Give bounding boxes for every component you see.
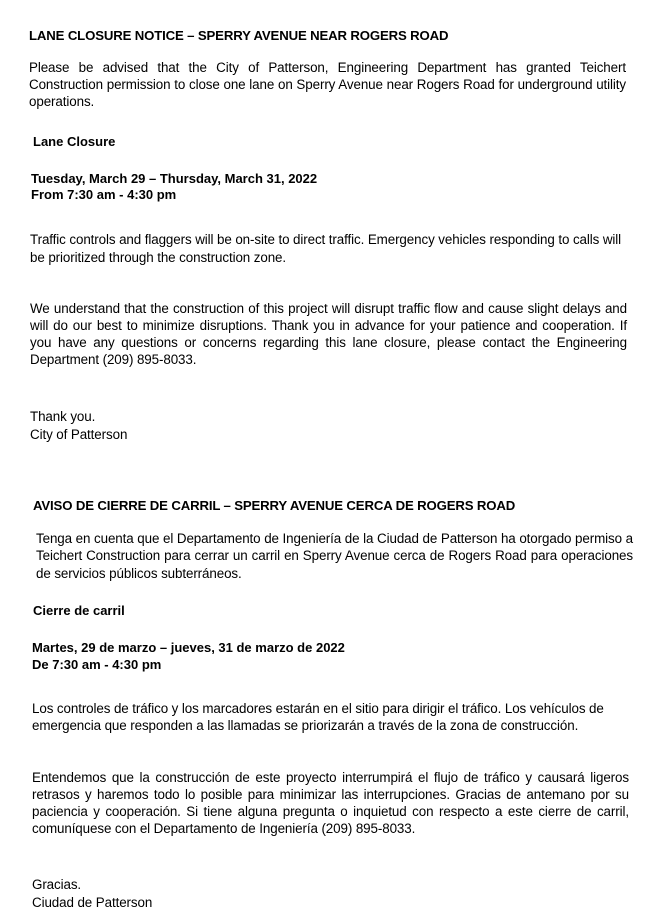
english-intro-paragraph: Please be advised that the City of Patterson, Engineering Department has granted Teichert Construction permission to close one lane on Sperry Avenue near Rogers Road for underground utility operations.	[29, 60, 626, 110]
spanish-thanks-line: Gracias.	[32, 877, 82, 893]
spanish-signoff	[32, 876, 633, 911]
spanish-time-range: De 7:30 am - 4:30 pm	[32, 656, 162, 672]
english-time-range: From 7:30 am - 4:30 pm	[31, 187, 177, 203]
spanish-date-range: Martes, 29 de marzo – jueves, 31 de marzo de 2022	[32, 639, 345, 655]
spanish-closing-note: Entendemos que la construcción de este proyecto interrumpirá el flujo de tráfico y causará ligeros retrasos y haremos todo lo posible para minimizar las interrupciones. Gracias de antemano por su paciencia y cooperación. Si tiene alguna pregunta o inquietud con respecto a este cierre de carril, comuníquese con el Departamento de Ingeniería (209) 895-8033.	[32, 769, 629, 837]
spanish-signature-line: Ciudad de Patterson	[32, 894, 153, 910]
english-closure-schedule	[31, 171, 633, 205]
spanish-notice-title: AVISO DE CIERRE DE CARRIL – SPERRY AVENUE CERCA DE ROGERS ROAD	[33, 498, 516, 514]
english-date-range: Tuesday, March 29 – Thursday, March 31, 2022	[31, 170, 318, 186]
english-signature-line: City of Patterson	[30, 426, 128, 442]
english-thanks-line: Thank you.	[30, 409, 96, 425]
spanish-notice-section	[29, 498, 633, 911]
english-lane-closure-heading: Lane Closure	[33, 133, 116, 149]
english-closing-note: We understand that the construction of this project will disrupt traffic flow and cause slight delays and will do our best to minimize disruptions. Thank you in advance for your patience and cooperation. If you have any questions or concerns regarding this lane closure, please contact the Engineering Department (209) 895-8033.	[30, 300, 627, 368]
english-traffic-note: Traffic controls and flaggers will be on-site to direct traffic. Emergency vehicles responding to calls will be prioritized through the construction zone.	[30, 232, 622, 265]
spanish-intro-paragraph: Tenga en cuenta que el Departamento de Ingeniería de la Ciudad de Patterson ha otorgado permiso a Teichert Construction para cerrar un carril en Sperry Avenue cerca de Rogers Road para operaciones de servicios públicos subterráneos.	[36, 531, 633, 581]
english-notice-section	[29, 28, 633, 443]
english-notice-title: LANE CLOSURE NOTICE – SPERRY AVENUE NEAR ROGERS ROAD	[29, 28, 449, 43]
spanish-traffic-note: Los controles de tráfico y los marcadores estarán en el sitio para dirigir el tráfico. Los vehículos de emergencia que responden a las llamadas se priorizarán a través de la zona de construcción.	[32, 700, 604, 733]
spanish-closure-schedule	[32, 640, 633, 674]
english-signoff	[30, 408, 633, 443]
spanish-lane-closure-heading: Cierre de carril	[33, 602, 125, 618]
